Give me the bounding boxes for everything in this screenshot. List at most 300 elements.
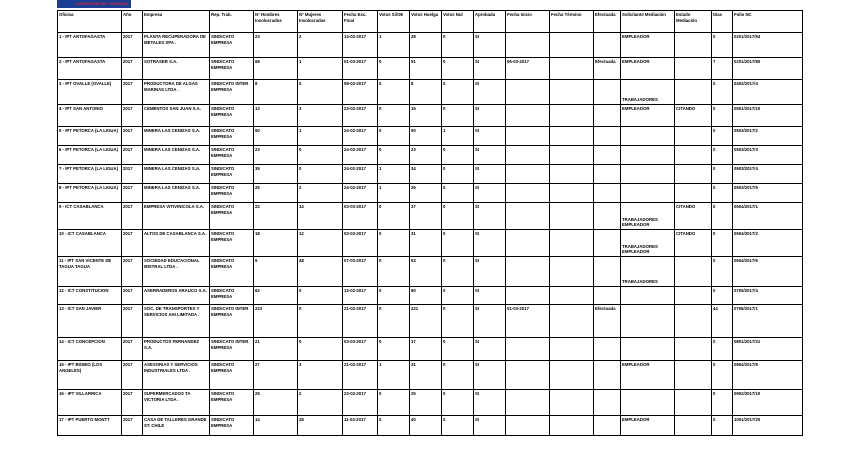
cell-dias: 0 — [713, 417, 716, 422]
table-cell — [410, 146, 442, 165]
table-cell — [343, 416, 378, 436]
table-cell — [298, 257, 343, 287]
cell-huelga: 50 — [411, 128, 416, 133]
cell-rep: SINDICATO EMPRESA — [211, 166, 235, 177]
cell-rep: SINDICATO EMPRESA — [211, 59, 235, 70]
table-cell — [210, 203, 254, 230]
table-cell — [621, 203, 675, 230]
cell-mujeres: 28 — [299, 417, 304, 422]
column-header: Año — [122, 11, 143, 33]
cell-hombres: 8 — [255, 81, 258, 86]
table-cell — [594, 80, 621, 105]
table-row — [58, 165, 803, 184]
cell-huelga: 28 — [411, 34, 416, 39]
table-cell — [712, 390, 733, 416]
cell-empresa: ASERRADEROS ARAUCO S.A. — [144, 288, 207, 293]
table-cell — [712, 58, 733, 80]
table-cell — [143, 105, 210, 127]
table-cell — [621, 184, 675, 203]
table-cell — [378, 165, 410, 184]
cell-rep: SINDICATO INTER EMPRESA — [211, 339, 249, 350]
table-cell — [122, 305, 143, 338]
table-cell — [506, 230, 550, 257]
table-cell — [675, 58, 712, 80]
cell-nul: 0 — [443, 34, 446, 39]
table-cell — [712, 105, 733, 127]
cell-empresa: PLANTA RECUPERADORA DE METALES SPA . — [144, 34, 206, 45]
cell-fecha: 21-02-2017 — [344, 362, 366, 367]
cell-fecha: 24-02-2017 — [344, 185, 366, 190]
table-cell — [143, 390, 210, 416]
cell-fecha: 21-02-2017 — [344, 306, 366, 311]
cell-nul: 0 — [443, 231, 446, 236]
cell-huelga: 31 — [411, 362, 416, 367]
table-cell — [442, 203, 474, 230]
column-header: Votos Huelga — [410, 11, 442, 33]
table-cell — [621, 230, 675, 257]
table-cell — [594, 338, 621, 361]
table-cell — [122, 203, 143, 230]
table-cell — [210, 390, 254, 416]
cell-nul: 0 — [443, 81, 446, 86]
column-header: Rep. Trab. — [210, 11, 254, 33]
cell-empresa: ALTOS DE CASABLANCA S.A. — [144, 231, 207, 236]
table-cell — [712, 127, 733, 146]
table-cell — [343, 80, 378, 105]
table-cell — [122, 416, 143, 436]
cell-rep: SINDICATO INTER EMPRESA — [211, 81, 249, 92]
table-cell — [378, 105, 410, 127]
cell-rep: SINDICATO EMPRESA — [211, 391, 235, 402]
cell-rep: SINDICATO INTER EMPRESA — [211, 306, 249, 317]
cell-folio: 1001/2017/20 — [734, 417, 761, 422]
table-cell — [474, 146, 506, 165]
cell-nul: 0 — [443, 147, 446, 152]
cell-fecha: 07-03-2017 — [344, 258, 366, 263]
cell-oficina: 8 - IPT PETORCA (LA LIGUA) — [59, 185, 119, 190]
table-row — [58, 390, 803, 416]
agency-logo — [57, 0, 131, 8]
table-cell — [378, 257, 410, 287]
table-cell — [122, 287, 143, 305]
table-cell — [474, 58, 506, 80]
cell-huelga: 34 — [411, 166, 416, 171]
table-cell — [733, 361, 803, 390]
table-row — [58, 203, 803, 230]
table-cell — [254, 416, 298, 436]
cell-hombres: 25 — [255, 185, 260, 190]
table-cell — [550, 127, 594, 146]
cell-folio: 0503/2017/5 — [734, 185, 758, 190]
table-cell — [675, 80, 712, 105]
cell-folio: 0501/2017/10 — [734, 106, 761, 111]
table-cell — [343, 33, 378, 58]
cell-efectuada: Efectuada — [595, 306, 616, 311]
cell-si: 1 — [379, 34, 382, 39]
table-cell — [254, 338, 298, 361]
table-cell — [733, 338, 803, 361]
table-cell — [675, 105, 712, 127]
cell-empresa: SOC. DE TRANSPORTES Y SERVICIOS AHI LIMITADA . — [144, 306, 200, 317]
table-cell — [474, 184, 506, 203]
cell-dias: 0 — [713, 339, 716, 344]
cell-fecha: 03-03-2017 — [344, 339, 366, 344]
cell-aprobada: SI — [475, 59, 480, 64]
cell-si: 0 — [379, 81, 382, 86]
cell-aprobada: SI — [475, 231, 480, 236]
table-cell — [550, 416, 594, 436]
table-cell — [675, 390, 712, 416]
cell-mujeres: 0 — [299, 81, 302, 86]
table-cell — [594, 105, 621, 127]
table-cell — [378, 127, 410, 146]
table-cell — [410, 203, 442, 230]
cell-aprobada: SI — [475, 185, 480, 190]
cell-fecha: 24-02-2017 — [344, 128, 366, 133]
cell-anio: 2017 — [123, 34, 133, 39]
cell-mujeres: 1 — [299, 59, 302, 64]
table-cell — [410, 230, 442, 257]
table-cell — [143, 361, 210, 390]
table-cell — [712, 416, 733, 436]
table-cell — [675, 203, 712, 230]
table-cell — [506, 58, 550, 80]
cell-hombres: 68 — [255, 59, 260, 64]
table-cell — [712, 287, 733, 305]
cell-huelga: 17 — [411, 339, 416, 344]
cell-oficina: 16 - IPT VILLARRICA — [59, 391, 102, 396]
cell-oficina: 4 - IPT SAN ANTONIO — [59, 106, 103, 111]
table-cell — [254, 203, 298, 230]
table-cell — [474, 390, 506, 416]
table-cell — [210, 230, 254, 257]
cell-oficina: 14 - ICT CONCEPCION — [59, 339, 105, 344]
table-cell — [58, 257, 122, 287]
table-cell — [442, 80, 474, 105]
table-cell — [298, 287, 343, 305]
table-cell — [621, 390, 675, 416]
table-cell — [712, 338, 733, 361]
cell-dias: 7 — [713, 59, 716, 64]
table-cell — [298, 230, 343, 257]
cell-empresa: SOTRASER S.A. — [144, 59, 178, 64]
cell-huelga: 31 — [411, 231, 416, 236]
table-row — [58, 58, 803, 80]
table-cell — [298, 80, 343, 105]
table-cell — [442, 338, 474, 361]
table-cell — [58, 305, 122, 338]
cell-si: 0 — [379, 231, 382, 236]
table-cell — [442, 146, 474, 165]
cell-dias: 0 — [713, 106, 716, 111]
table-cell — [122, 146, 143, 165]
table-cell — [474, 257, 506, 287]
table-cell — [410, 361, 442, 390]
cell-mujeres: 0 — [299, 166, 302, 171]
column-header: Días — [712, 11, 733, 33]
cell-dias: 0 — [713, 362, 716, 367]
table-cell — [594, 184, 621, 203]
table-cell — [550, 33, 594, 58]
table-cell — [594, 257, 621, 287]
cell-anio: 2017 — [123, 81, 133, 86]
cell-anio: 2017 — [123, 128, 133, 133]
column-header: Fecha Inicio — [506, 11, 550, 33]
table-cell — [594, 165, 621, 184]
table-cell — [550, 390, 594, 416]
table-cell — [594, 203, 621, 230]
cell-si: 0 — [379, 204, 382, 209]
cell-rep: SINDICATO EMPRESA — [211, 288, 235, 299]
cell-efectuada: Efectuada — [595, 59, 616, 64]
cell-dias: 0 — [713, 166, 716, 171]
cell-solicitante: EMPLEADOR — [622, 362, 650, 367]
table-cell — [122, 33, 143, 58]
table-cell — [712, 184, 733, 203]
cell-dias: 0 — [713, 231, 716, 236]
cell-huelga: 53 — [411, 258, 416, 263]
column-header: Estado Mediación — [675, 11, 712, 33]
table-row — [58, 105, 803, 127]
table-cell — [594, 390, 621, 416]
table-cell — [594, 58, 621, 80]
table-row — [58, 184, 803, 203]
table-cell — [410, 287, 442, 305]
cell-aprobada: SI — [475, 288, 480, 293]
table-cell — [343, 390, 378, 416]
cell-rep: SINDICATO EMPRESA — [211, 362, 235, 373]
table-cell — [410, 305, 442, 338]
table-cell — [210, 184, 254, 203]
table-cell — [675, 287, 712, 305]
cell-folio: 0201/2017/80 — [734, 59, 761, 64]
table-cell — [733, 203, 803, 230]
cell-huelga: 15 — [411, 106, 416, 111]
table-cell — [675, 165, 712, 184]
table-cell — [506, 165, 550, 184]
table-cell — [254, 390, 298, 416]
table-cell — [733, 390, 803, 416]
table-cell — [254, 33, 298, 58]
table-cell — [506, 203, 550, 230]
cell-estado: CITANDO — [676, 106, 696, 111]
table-cell — [733, 305, 803, 338]
cell-oficina: 11 - IPT SAN VICENTE DE TAGUA TAGUA — [59, 258, 112, 269]
table-cell — [58, 416, 122, 436]
column-header: Solicitante Mediación — [621, 11, 675, 33]
table-cell — [122, 105, 143, 127]
table-cell — [474, 361, 506, 390]
table-cell — [506, 257, 550, 287]
cell-mujeres: 3 — [299, 362, 302, 367]
table-cell — [712, 80, 733, 105]
table-cell — [343, 184, 378, 203]
table-cell — [343, 338, 378, 361]
table-cell — [378, 33, 410, 58]
cell-empresa: CEMENTOS SAN JUAN S.A. — [144, 106, 201, 111]
cell-rep: SINDICATO EMPRESA — [211, 147, 235, 158]
cell-fecha: 01-03-2017 — [344, 59, 366, 64]
table-row — [58, 257, 803, 287]
table-cell — [343, 203, 378, 230]
cell-oficina: 2 - IPT ANTOFAGASTA — [59, 59, 106, 64]
table-cell — [442, 287, 474, 305]
cell-folio: 0503/2017/4 — [734, 166, 758, 171]
cell-anio: 2017 — [123, 417, 133, 422]
cell-empresa: PRODUCTORA DE ALGAS MARINAS LTDA . — [144, 81, 198, 92]
table-cell — [298, 146, 343, 165]
table-cell — [410, 165, 442, 184]
cell-aprobada: SI — [475, 106, 480, 111]
table-cell — [122, 58, 143, 80]
cell-folio: 0604/2017/6 — [734, 258, 758, 263]
table-cell — [298, 58, 343, 80]
cell-fecha: 24-02-2017 — [344, 147, 366, 152]
cell-nul: 0 — [443, 59, 446, 64]
table-cell — [143, 80, 210, 105]
cell-anio: 2017 — [123, 391, 133, 396]
cell-aprobada: SI — [475, 34, 480, 39]
cell-solicitante: EMPLEADOR — [622, 59, 650, 64]
cell-fecha: 23-02-2017 — [344, 391, 366, 396]
cell-mujeres: 1 — [299, 128, 302, 133]
table-cell — [442, 127, 474, 146]
table-cell — [675, 33, 712, 58]
cell-aprobada: SI — [475, 147, 480, 152]
cell-dias: 0 — [713, 34, 716, 39]
cell-huelga: 23 — [411, 147, 416, 152]
table-cell — [675, 230, 712, 257]
table-cell — [378, 203, 410, 230]
table-cell — [58, 184, 122, 203]
cell-fecha: 24-02-2017 — [344, 166, 366, 171]
table-cell — [733, 146, 803, 165]
table-cell — [210, 305, 254, 338]
cell-hombres: 62 — [255, 288, 260, 293]
table-row — [58, 127, 803, 146]
cell-aprobada: SI — [475, 258, 480, 263]
table-cell — [343, 165, 378, 184]
table-cell — [506, 184, 550, 203]
table-cell — [474, 80, 506, 105]
cell-mujeres: 2 — [299, 34, 302, 39]
table-cell — [254, 58, 298, 80]
cell-mujeres: 48 — [299, 258, 304, 263]
table-cell — [410, 416, 442, 436]
table-cell — [442, 105, 474, 127]
table-cell — [474, 416, 506, 436]
cell-huelga: 51 — [411, 59, 416, 64]
cell-huelga: 8 — [411, 81, 414, 86]
cell-folio: 0201/2017/54 — [734, 34, 761, 39]
cell-oficina: 9 - ICT CASABLANCA — [59, 204, 104, 209]
cell-dias: 0 — [713, 204, 716, 209]
table-cell — [298, 416, 343, 436]
cell-aprobada: SI — [475, 128, 480, 133]
column-header: Fecha Exc. Final — [343, 11, 378, 33]
table-cell — [410, 33, 442, 58]
table-cell — [143, 165, 210, 184]
table-cell — [122, 257, 143, 287]
cell-fecha: 03-03-2017 — [344, 231, 366, 236]
cell-oficina: 15 - IPT BIOBIO (LOS ANGELES) — [59, 362, 103, 373]
table-cell — [474, 165, 506, 184]
table-cell — [122, 230, 143, 257]
cell-rep: SINDICATO EMPRESA — [211, 258, 235, 269]
table-row — [58, 305, 803, 338]
cell-si: 0 — [379, 147, 382, 152]
cell-hombres: 27 — [255, 362, 260, 367]
table-cell — [733, 80, 803, 105]
cell-estado: CITANDO — [676, 231, 696, 236]
cell-empresa: MINERA LAS CENIZAS S.A. — [144, 185, 201, 190]
cell-empresa: ASESORIAS Y SERVICIOS INDUSTRIALES LTDA . — [144, 362, 198, 373]
cell-huelga: 25 — [411, 391, 416, 396]
table-cell — [506, 105, 550, 127]
cell-dias: 0 — [713, 185, 716, 190]
table-cell — [474, 287, 506, 305]
table-cell — [442, 58, 474, 80]
cell-nul: 0 — [443, 166, 446, 171]
table-cell — [210, 33, 254, 58]
table-cell — [210, 127, 254, 146]
table-cell — [378, 361, 410, 390]
table-cell — [58, 80, 122, 105]
cell-huelga: 60 — [411, 288, 416, 293]
column-header: Oficina — [58, 11, 122, 33]
table-cell — [298, 127, 343, 146]
table-cell — [58, 203, 122, 230]
cell-si: 0 — [379, 106, 382, 111]
table-cell — [298, 361, 343, 390]
cell-anio: 2017 — [123, 362, 133, 367]
table-row — [58, 230, 803, 257]
table-cell — [712, 230, 733, 257]
table-cell — [378, 58, 410, 80]
table-cell — [410, 105, 442, 127]
table-cell — [298, 390, 343, 416]
cell-mujeres: 0 — [299, 147, 302, 152]
table-cell — [378, 305, 410, 338]
cell-hombres: 21 — [255, 339, 260, 344]
cell-nul: 0 — [443, 106, 446, 111]
cell-empresa: CASA DE TALLERES GRANDE ST. CHILE — [144, 417, 207, 428]
table-cell — [254, 230, 298, 257]
table-cell — [254, 361, 298, 390]
table-cell — [210, 338, 254, 361]
table-cell — [621, 257, 675, 287]
table-cell — [122, 127, 143, 146]
table-row — [58, 146, 803, 165]
table-cell — [143, 146, 210, 165]
cell-mujeres: 0 — [299, 339, 302, 344]
table-cell — [442, 165, 474, 184]
cell-si: 0 — [379, 59, 382, 64]
cell-anio: 2017 — [123, 258, 133, 263]
table-cell — [143, 230, 210, 257]
table-cell — [58, 230, 122, 257]
cell-nul: 0 — [443, 185, 446, 190]
cell-solicitante: EMPLEADOR — [622, 106, 650, 111]
table-cell — [254, 146, 298, 165]
cell-oficina: 5 - IPT PETORCA (LA LIGUA) — [59, 128, 119, 133]
table-cell — [254, 127, 298, 146]
table-cell — [442, 257, 474, 287]
table-cell — [550, 203, 594, 230]
cell-anio: 2017 — [123, 106, 133, 111]
table-cell — [675, 146, 712, 165]
table-row — [58, 416, 803, 436]
